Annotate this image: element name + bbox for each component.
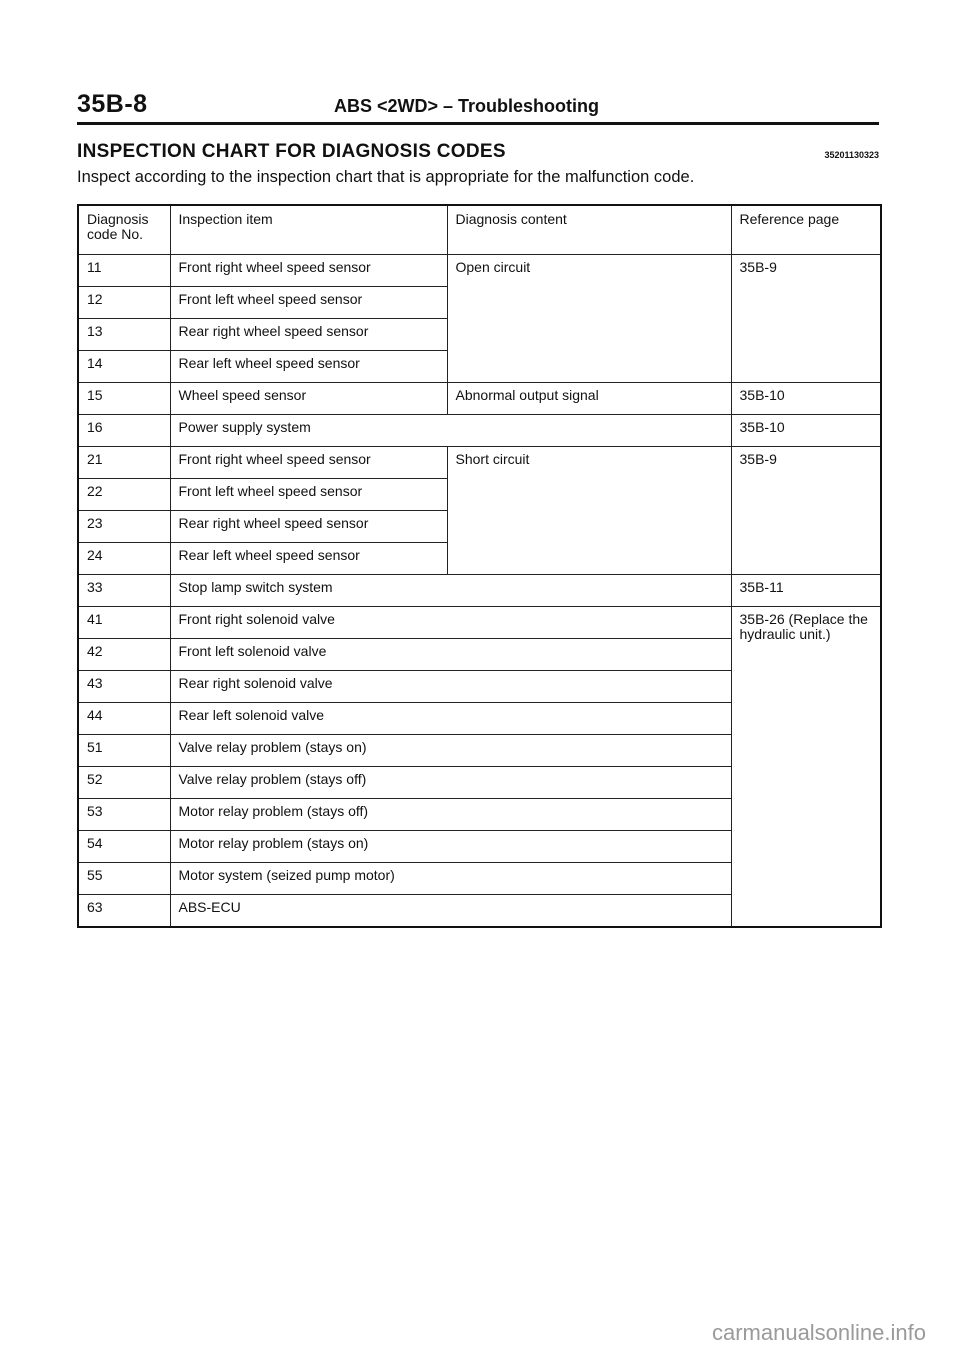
reference-cell: 35B-9 [731, 447, 881, 575]
item-cell: Power supply system [170, 415, 731, 447]
code-cell: 63 [78, 895, 170, 928]
code-cell: 53 [78, 799, 170, 831]
item-cell: Rear right wheel speed sensor [170, 319, 447, 351]
page-code: 35B-8 [77, 90, 148, 118]
item-cell: Rear left wheel speed sensor [170, 543, 447, 575]
item-cell: Rear left solenoid valve [170, 703, 731, 735]
reference-cell: 35B-10 [731, 383, 881, 415]
header-code: Diagnosis code No. [78, 205, 170, 255]
code-cell: 14 [78, 351, 170, 383]
header-reference: Reference page [731, 205, 881, 255]
code-cell: 43 [78, 671, 170, 703]
item-cell: Front left solenoid valve [170, 639, 731, 671]
table-row [78, 607, 881, 639]
item-cell: Stop lamp switch system [170, 575, 731, 607]
item-cell: Front left wheel speed sensor [170, 479, 447, 511]
watermark-link[interactable]: carmanualsonline.info [711, 1320, 926, 1345]
code-cell: 13 [78, 319, 170, 351]
page-header [77, 92, 879, 125]
document-id: 35201130323 [824, 150, 879, 160]
item-cell: Front right wheel speed sensor [170, 255, 447, 287]
reference-cell: 35B-9 [731, 255, 881, 383]
reference-cell: 35B-10 [731, 415, 881, 447]
content-cell: Open circuit [447, 255, 731, 383]
code-cell: 52 [78, 767, 170, 799]
table-header-row [78, 205, 881, 255]
table-row [78, 415, 881, 447]
code-cell: 33 [78, 575, 170, 607]
item-cell: Front right solenoid valve [170, 607, 731, 639]
item-cell: Rear right wheel speed sensor [170, 511, 447, 543]
item-cell: Motor system (seized pump motor) [170, 863, 731, 895]
code-cell: 55 [78, 863, 170, 895]
reference-cell: 35B-26 (Replace the hydraulic unit.) [731, 607, 881, 928]
reference-cell: 35B-11 [731, 575, 881, 607]
code-cell: 54 [78, 831, 170, 863]
code-cell: 22 [78, 479, 170, 511]
item-cell: Wheel speed sensor [170, 383, 447, 415]
header-content: Diagnosis content [447, 205, 731, 255]
item-cell: Front right wheel speed sensor [170, 447, 447, 479]
table-row [78, 383, 881, 415]
content-cell: Abnormal output signal [447, 383, 731, 415]
code-cell: 23 [78, 511, 170, 543]
inspection-chart-table [77, 204, 882, 928]
item-cell: Motor relay problem (stays off) [170, 799, 731, 831]
table-row [78, 255, 881, 287]
table-row [78, 447, 881, 479]
code-cell: 12 [78, 287, 170, 319]
header-title: ABS <2WD> – Troubleshooting [334, 96, 600, 116]
item-cell: Rear right solenoid valve [170, 671, 731, 703]
code-cell: 44 [78, 703, 170, 735]
intro-text: Inspect according to the inspection chart that is appropriate for the malfunction code. [77, 168, 695, 186]
item-cell: Front left wheel speed sensor [170, 287, 447, 319]
content-cell: Short circuit [447, 447, 731, 575]
item-cell: Motor relay problem (stays on) [170, 831, 731, 863]
code-cell: 15 [78, 383, 170, 415]
item-cell: Rear left wheel speed sensor [170, 351, 447, 383]
header-item: Inspection item [170, 205, 447, 255]
item-cell: Valve relay problem (stays off) [170, 767, 731, 799]
table-row [78, 575, 881, 607]
code-cell: 21 [78, 447, 170, 479]
code-cell: 41 [78, 607, 170, 639]
code-cell: 51 [78, 735, 170, 767]
item-cell: ABS-ECU [170, 895, 731, 928]
code-cell: 11 [78, 255, 170, 287]
item-cell: Valve relay problem (stays on) [170, 735, 731, 767]
code-cell: 24 [78, 543, 170, 575]
section-title: INSPECTION CHART FOR DIAGNOSIS CODES [77, 141, 506, 162]
code-cell: 42 [78, 639, 170, 671]
code-cell: 16 [78, 415, 170, 447]
